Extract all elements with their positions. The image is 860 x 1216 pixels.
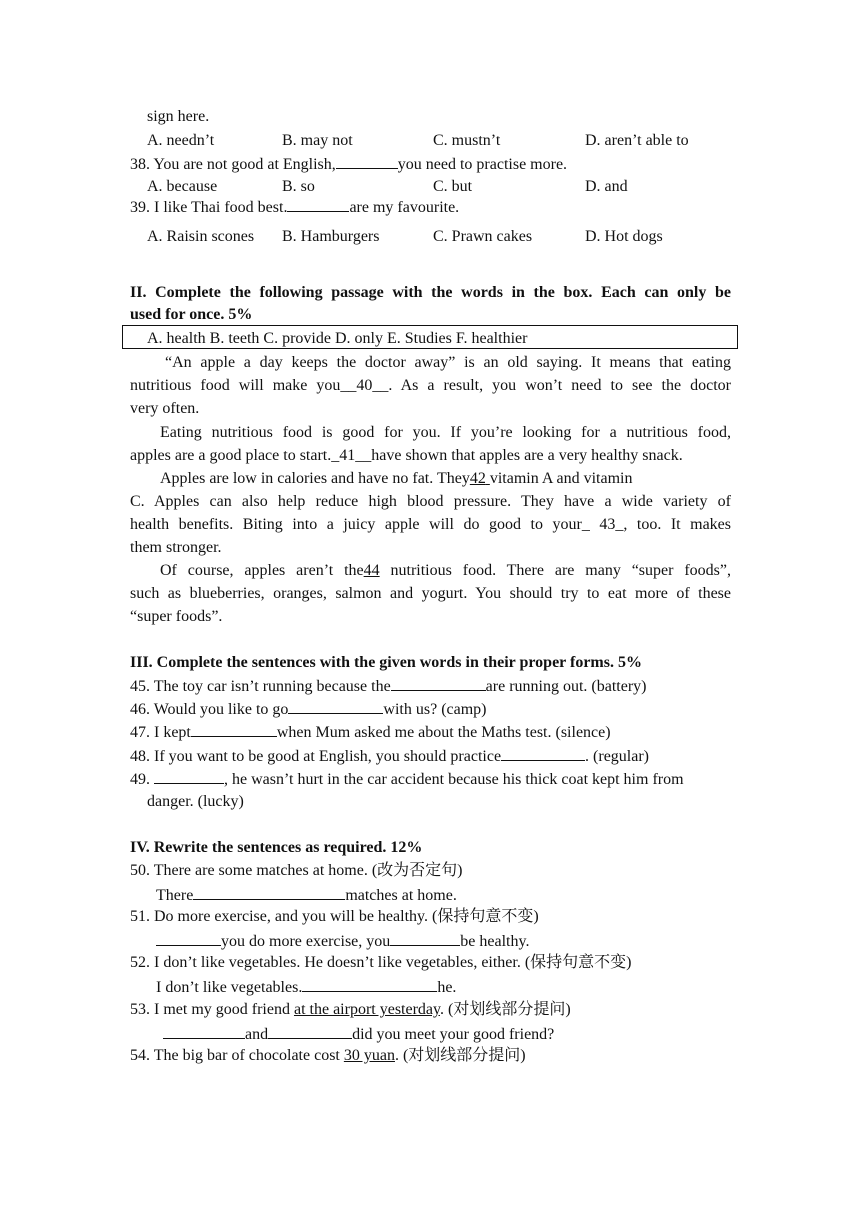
q51-answer: you do more exercise, you be healthy. — [156, 931, 529, 952]
section2-heading-cont: used for once. 5% — [130, 306, 253, 323]
q51-blank-1[interactable] — [156, 931, 221, 946]
passage-line: such as blueberries, oranges, salmon and yogurt. You should try to eat more of these — [130, 585, 731, 602]
q48: 48. If you want to be good at English, you should practice . (regular) — [130, 748, 650, 765]
q39-option-c: C. Prawn cakes — [433, 228, 533, 245]
q46-blank[interactable] — [288, 699, 383, 714]
q52-blank[interactable] — [302, 977, 437, 992]
q54-underlined: 30 yuan — [343, 1047, 395, 1064]
q53-underlined: at the airport yesterday — [293, 1001, 440, 1018]
q39-option-d: D. Hot dogs — [585, 228, 663, 245]
q53-blank-2[interactable] — [268, 1024, 352, 1039]
q49-cont: danger. (lucky) — [147, 793, 244, 810]
passage-line: C. Apples can also help reduce high blood pressure. They have a wide variety of — [130, 493, 731, 510]
q47: 47. I kept when Mum asked me about the Maths test. (silence) — [130, 724, 611, 741]
q38-blank[interactable] — [336, 154, 398, 169]
passage-line: Of course, apples aren’t the44 nutritious food. There are many “super foods”, — [160, 562, 732, 579]
q51: 51. Do more exercise, and you will be healthy. (保持句意不变) — [130, 908, 539, 925]
q53: 53. I met my good friend at the airport yesterday. (对划线部分提问) — [130, 1001, 571, 1018]
q38-option-b: B. so — [282, 178, 315, 195]
section3-heading: III. Complete the sentences with the given words in their proper forms. 5% — [130, 654, 642, 671]
q37-option-b: B. may not — [282, 132, 353, 149]
q54: 54. The big bar of chocolate cost 30 yuan. (对划线部分提问) — [130, 1047, 526, 1064]
blank-43[interactable]: _ 43_ — [581, 516, 624, 533]
q45-blank[interactable] — [391, 676, 486, 691]
blank-41[interactable]: _41__ — [331, 447, 372, 464]
q49-blank[interactable] — [154, 769, 224, 784]
q38-stem: 38. You are not good at English, you need to practise more. — [130, 156, 568, 173]
q52-answer: I don’t like vegetables. he. — [156, 979, 457, 996]
word-box-text: A. health B. teeth C. provide D. only E. Studies F. healthier — [147, 330, 528, 347]
q38-option-c: C. but — [433, 178, 473, 195]
q49: 49. , he wasn’t hurt in the car accident because his thick coat kept him from — [130, 771, 684, 788]
section2-heading: II. Complete the following passage with the words in the box. Each can only be — [130, 284, 731, 301]
passage-line: Apples are low in calories and have no fat. They42 vitamin A and vitamin — [160, 470, 633, 487]
q50-answer: There matches at home. — [156, 887, 457, 904]
q53-blank-1[interactable] — [163, 1024, 245, 1039]
q51-blank-2[interactable] — [390, 931, 460, 946]
q53-answer: and did you meet your good friend? — [163, 1024, 554, 1045]
q38-option-a: A. because — [147, 178, 218, 195]
q50-blank[interactable] — [193, 885, 345, 900]
q50: 50. There are some matches at home. (改为否定句) — [130, 862, 463, 879]
passage-line: “An apple a day keeps the doctor away” is an old saying. It means that eating — [165, 354, 731, 371]
passage-line: nutritious food will make you__40__. As a result, you won’t need to see the doctor — [130, 377, 731, 394]
q38-number: 38. — [130, 156, 150, 173]
q39-stem: 39. I like Thai food best. are my favourite. — [130, 199, 460, 216]
passage-line: them stronger. — [130, 539, 222, 556]
q39-blank[interactable] — [287, 197, 349, 212]
blank-40[interactable]: __40__ — [340, 377, 389, 394]
q37-option-d: D. aren’t able to — [585, 132, 689, 149]
passage-line: Eating nutritious food is good for you. If you’re looking for a nutritious food, — [160, 424, 731, 441]
q47-blank[interactable] — [191, 722, 277, 737]
passage-line: very often. — [130, 400, 200, 417]
q39-number: 39. — [130, 199, 150, 216]
q39-option-a: A. Raisin scones — [147, 228, 255, 245]
q37-option-c: C. mustn’t — [433, 132, 501, 149]
q38-option-d: D. and — [585, 178, 628, 195]
section4-heading: IV. Rewrite the sentences as required. 12% — [130, 839, 423, 856]
passage-line: health benefits. Biting into a juicy apple will do good to your_ 43_, too. It makes — [130, 516, 732, 533]
q48-blank[interactable] — [501, 746, 585, 761]
q45: 45. The toy car isn’t running because the are running out. (battery) — [130, 678, 647, 695]
q37-option-a: A. needn’t — [147, 132, 215, 149]
blank-44[interactable]: 44 — [363, 562, 380, 579]
q46: 46. Would you like to go with us? (camp) — [130, 701, 487, 718]
q39-option-b: B. Hamburgers — [282, 228, 380, 245]
q52: 52. I don’t like vegetables. He doesn’t like vegetables, either. (保持句意不变) — [130, 954, 632, 971]
q37-tail: sign here. — [147, 108, 210, 125]
passage-line: apples are a good place to start._41__have shown that apples are a very healthy snack. — [130, 447, 683, 464]
passage-line: “super foods”. — [130, 608, 223, 625]
blank-42[interactable]: 42 — [469, 470, 486, 487]
